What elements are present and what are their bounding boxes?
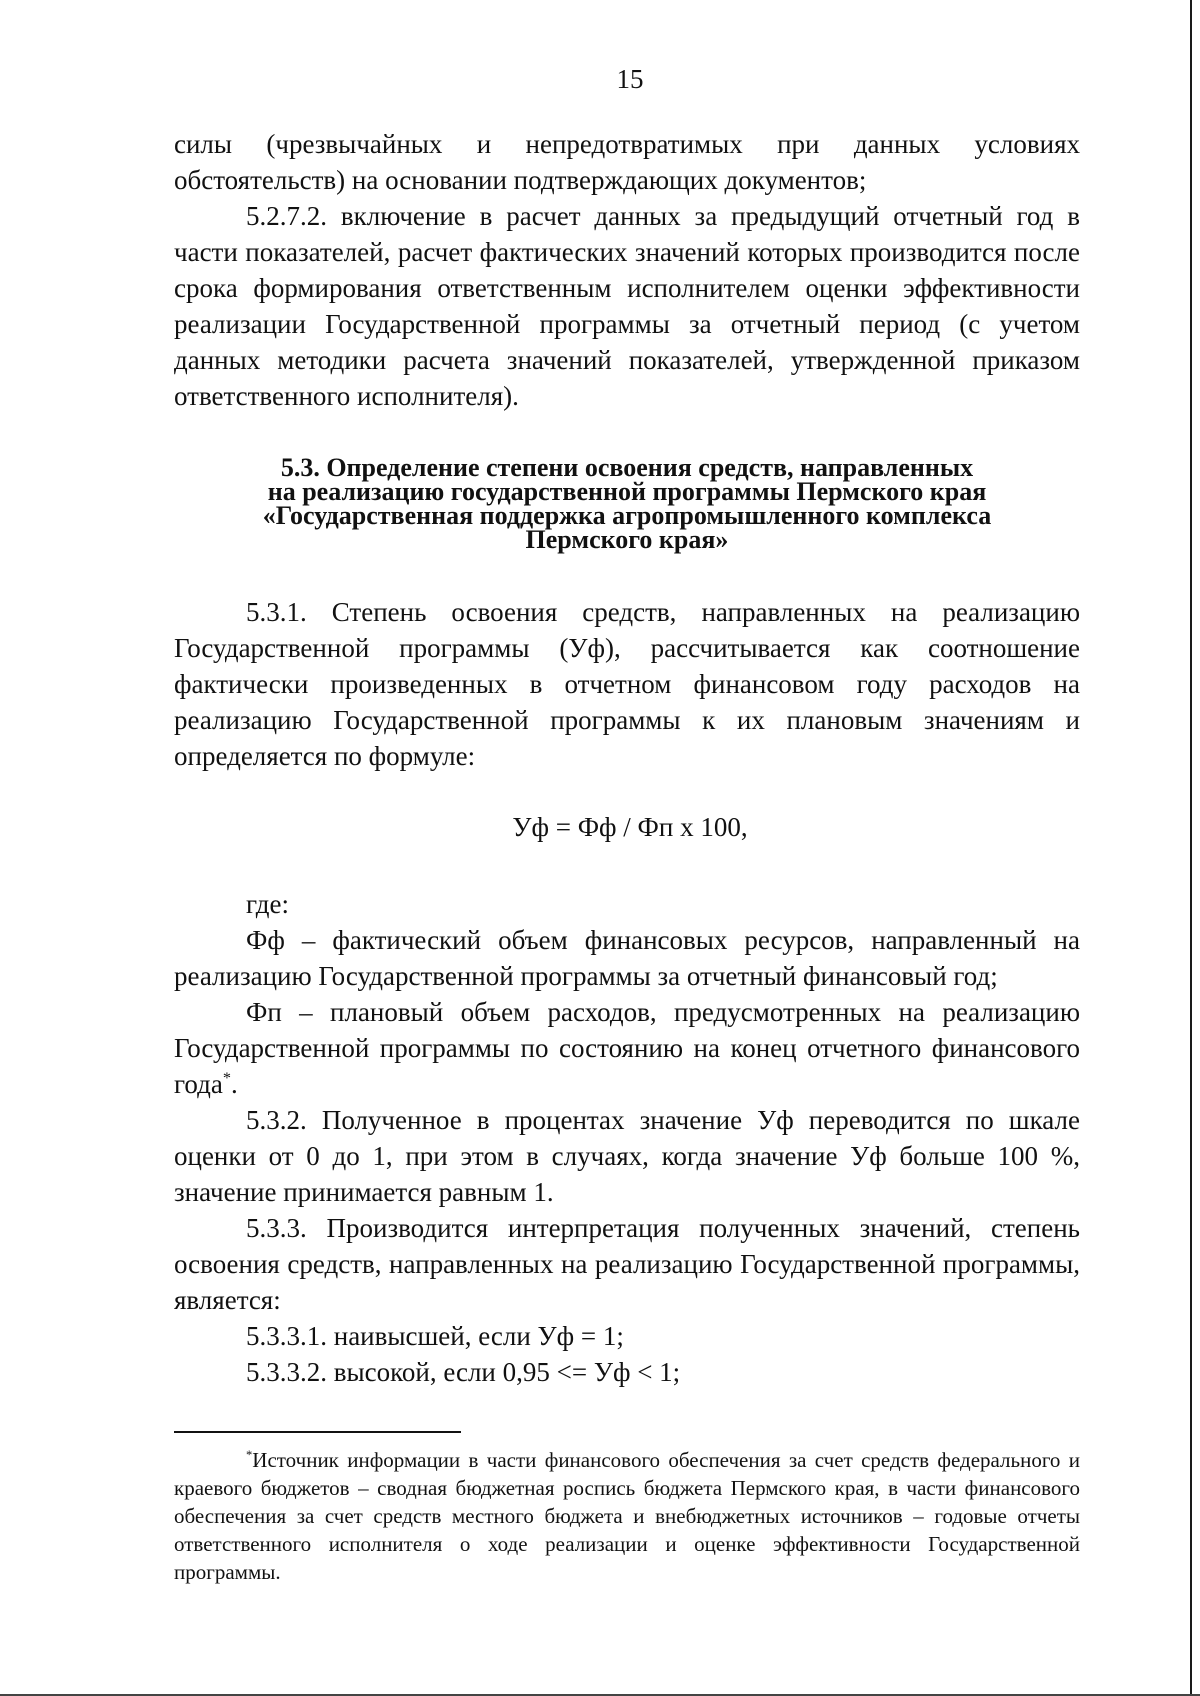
- definition-fp-text: Фп – плановый объем расходов, предусмотренных на реализацию Государственной программы по состоянию на конец отчетного финансового года: [174, 997, 1080, 1099]
- scan-edge-line: [1190, 0, 1192, 1696]
- paragraph-5-2-7-2: 5.2.7.2. включение в расчет данных за предыдущий отчетный год в части показателей, расчет фактических значений которых производится после срока формирования ответственным исполнителем оценки эффективности реализации Государственной программы за отчетный период (с учетом данных методики расчета значений показателей, утвержденной приказом ответственного исполнителя).: [174, 201, 1080, 411]
- paragraph-continuation: силы (чрезвычайных и непредотвратимых при данных условиях обстоятельств) на основании подтверждающих документов;: [174, 129, 1080, 195]
- definition-fp-end: .: [230, 1069, 238, 1099]
- paragraph-5-3-1-block: [174, 594, 1080, 774]
- section-heading-5-3: [174, 453, 1080, 554]
- definition-fp: [174, 994, 1080, 1102]
- formula: Уф = Фф / Фп х 100,: [512, 812, 748, 842]
- page-number: 15: [616, 64, 644, 94]
- footnote-text: Источник информации в части финансового обеспечения за счет средств федерального и краевого бюджетов – сводная бюджетная роспись бюджета Пермского края, в части финансового обеспечения за счет средств местного бюджета и внебюджетных источников – годовые отчеты ответственного исполнителя о ходе реализации и оценке эффективности Государственной программы.: [174, 1448, 1080, 1584]
- definitions-block: [174, 886, 1080, 1390]
- heading-line: «Государственная поддержка агропромышленного комплекса: [262, 501, 992, 530]
- paragraph-5-3-3: 5.3.3. Производится интерпретация полученных значений, степень освоения средств, направленных на реализацию Государственной программы, является:: [174, 1213, 1080, 1315]
- paragraph-5-3-3-1: 5.3.3.1. наивысшей, если Уф = 1;: [246, 1321, 624, 1351]
- paragraph-5-3-3-2: 5.3.3.2. высокой, если 0,95 <= Уф < 1;: [246, 1357, 681, 1387]
- heading-line: Пермского края»: [525, 525, 729, 554]
- paragraph-5-3-2: 5.3.2. Полученное в процентах значение Уф переводится по шкале оценки от 0 до 1, при этом в случаях, когда значение Уф больше 100 %, значение принимается равным 1.: [174, 1105, 1080, 1207]
- definition-ff: Фф – фактический объем финансовых ресурсов, направленный на реализацию Государственной программы за отчетный финансовый год;: [174, 925, 1080, 991]
- heading-line: на реализацию государственной программы Пермского края: [267, 477, 987, 506]
- footnote-marker: *: [246, 1448, 253, 1462]
- footnote-separator: [174, 1431, 461, 1433]
- where-label: где:: [246, 889, 289, 919]
- footnote: [174, 1446, 1080, 1586]
- top-text-block: [174, 126, 1080, 414]
- footnote-marker: *: [222, 1069, 231, 1087]
- paragraph-5-3-1: 5.3.1. Степень освоения средств, направленных на реализацию Государственной программы (Уф), рассчитывается как соотношение фактически произведенных в отчетном финансовом году расходов на реализацию Государственной программы к их плановым значениям и определяется по формуле:: [174, 597, 1080, 771]
- heading-line: 5.3. Определение степени освоения средств, направленных: [280, 453, 974, 482]
